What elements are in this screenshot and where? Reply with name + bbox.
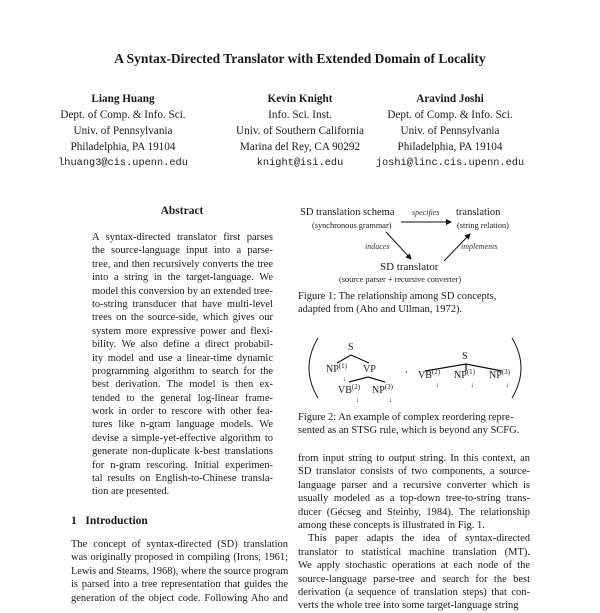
author-name: Liang Huang xyxy=(91,93,155,105)
author-dept: Info. Sci. Inst. xyxy=(268,109,332,121)
text-line: from input string to output string. In this context, an xyxy=(298,453,530,464)
abstract-heading: Abstract xyxy=(160,205,204,217)
text-line: This paper adapts the idea of syntax-directed xyxy=(308,533,530,545)
text-line: The concept of syntax-directed (SD) translation xyxy=(71,539,288,550)
text-line: tree, and then recursively converts the tree xyxy=(92,258,273,270)
text-line: for n-gram rescoring. Initial experimen- xyxy=(92,459,273,471)
left-paren xyxy=(309,338,318,398)
text-line: SD translator consists of two components, a source- xyxy=(298,466,530,478)
author-address: Philadelphia, PA 19104 xyxy=(397,141,503,153)
text-line: sented as an STSG rule, which is beyond any SCFG. xyxy=(298,425,520,437)
paper-title: A Syntax-Directed Translator with Extended Domain of Locality xyxy=(114,51,486,66)
right-paren xyxy=(512,338,521,398)
text-line: usually modeled as a top-down tree-to-string trans- xyxy=(298,493,530,505)
text-line: devise a simple-yet-effective algorithm to xyxy=(92,432,273,444)
author-name: Aravind Joshi xyxy=(416,93,484,105)
tree-node-np: NP$^{(3)}$ ↓ xyxy=(489,368,510,389)
text-line: Lewis and Stearns, 1968), where the source program xyxy=(71,565,289,577)
text-line: tures like n-gram language models. We xyxy=(92,419,273,431)
tree-node-vb: VB$^{(2)}$ ↓ xyxy=(418,368,441,389)
text-line: among these concepts is illustrated in Fig. 1. xyxy=(298,519,485,531)
figure-2-caption xyxy=(298,411,530,438)
text-line: programming algorithm to search for the xyxy=(92,365,273,377)
translation-sublabel: (string relation) xyxy=(457,221,509,230)
text-line: generation of the object code. Following Aho and xyxy=(71,592,288,604)
schema-sublabel: (synchronous grammar) xyxy=(312,221,392,230)
text-line: tion are presented. xyxy=(92,486,170,498)
translator-sublabel: (source parser + recursive converter) xyxy=(339,275,462,284)
text-line: trees on the source-side, which gives our xyxy=(92,312,273,324)
text-line: translator to statistical machine translation (MT). xyxy=(298,546,530,558)
author-email: lhuang3@cis.upenn.edu xyxy=(58,157,188,169)
tree-node-s: S xyxy=(348,342,354,353)
induces-label: induces xyxy=(365,242,390,251)
text-line: We apply stochastic operations at each node of the xyxy=(298,560,530,572)
schema-label: SD translation schema xyxy=(300,207,395,218)
tree-node-s: S xyxy=(462,351,468,362)
specifies-label: specifies xyxy=(412,208,440,217)
section-title: Introduction xyxy=(85,515,148,527)
author-dept: Dept. of Comp. & Info. Sci. xyxy=(60,109,186,121)
author-email: knight@isi.edu xyxy=(256,157,344,169)
text-line: tal results on English-to-Chinese transla- xyxy=(92,473,273,485)
text-line: work in order to rescore with other fea- xyxy=(92,406,273,418)
text-line: ducer (Gécseg and Steinby, 1984). The relationship xyxy=(298,506,530,518)
author-univ: Univ. of Pennsylvania xyxy=(400,125,500,137)
tree-node-np: NP$^{(3)}$ ↓ xyxy=(372,383,393,404)
text-line: adapted from (Aho and Ullman, 1972). xyxy=(298,304,463,316)
tree-node-vb: VB$^{(2)}$ ↓ xyxy=(338,383,361,404)
text-line: derivation (a sequence of translation steps) that con- xyxy=(298,586,530,598)
section-number: 1 xyxy=(71,515,77,527)
text-line: is parsed into a tree representation that guides the xyxy=(71,579,288,591)
text-line: into a string in the target-language. We xyxy=(92,272,273,284)
text-line: verts the whole tree into some target-language string xyxy=(298,600,519,612)
tree-node-np: NP$^{(1)}$ ↓ xyxy=(326,362,347,383)
translation-label: translation xyxy=(456,207,501,218)
tree-separator: , xyxy=(405,364,408,375)
text-line: generate non-duplicate k-best translations xyxy=(92,446,273,458)
text-line: bility. We also define a direct probabil- xyxy=(92,339,273,351)
text-line: system more expressive power and flexi- xyxy=(92,325,273,337)
author-univ: Univ. of Pennsylvania xyxy=(73,125,173,137)
author-dept: Dept. of Comp. & Info. Sci. xyxy=(387,109,513,121)
translator-label: SD translator xyxy=(380,261,439,273)
body-text xyxy=(298,452,530,613)
author-address: Philadelphia, PA 19104 xyxy=(70,141,176,153)
author-address: Marina del Rey, CA 90292 xyxy=(239,141,361,153)
text-line: model this conversion by an extended tree- xyxy=(92,285,273,297)
text-line: language parser and a recursive converter which is xyxy=(298,479,530,491)
text-line: was originally proposed in compiling (Irons, 1961; xyxy=(71,552,288,564)
author-univ: Univ. of Southern California xyxy=(236,125,364,137)
text-line: the source-language input into a parse- xyxy=(92,245,273,257)
text-line: Figure 2: An example of complex reordering repre- xyxy=(298,412,514,423)
text-line: source-language parse-tree and search for the best xyxy=(298,573,530,585)
text-line: best derivation. The model is then ex- xyxy=(92,379,273,391)
author-name: Kevin Knight xyxy=(267,93,333,105)
text-line: Figure 1: The relationship among SD concepts, xyxy=(298,291,497,302)
text-line: ity model and use a linear-time dynamic xyxy=(92,352,273,364)
tree-node-vp: VP xyxy=(363,364,376,375)
text-line: A syntax-directed translator first parses xyxy=(92,232,273,243)
author-email: joshi@linc.cis.upenn.edu xyxy=(375,157,525,169)
text-line: tended to the general log-linear frame- xyxy=(92,392,273,404)
implements-label: implements xyxy=(461,242,498,251)
text-line: to-string transducer that have multi-level xyxy=(92,298,273,310)
tree-node-np: NP$^{(1)}$ ↓ xyxy=(454,368,475,389)
